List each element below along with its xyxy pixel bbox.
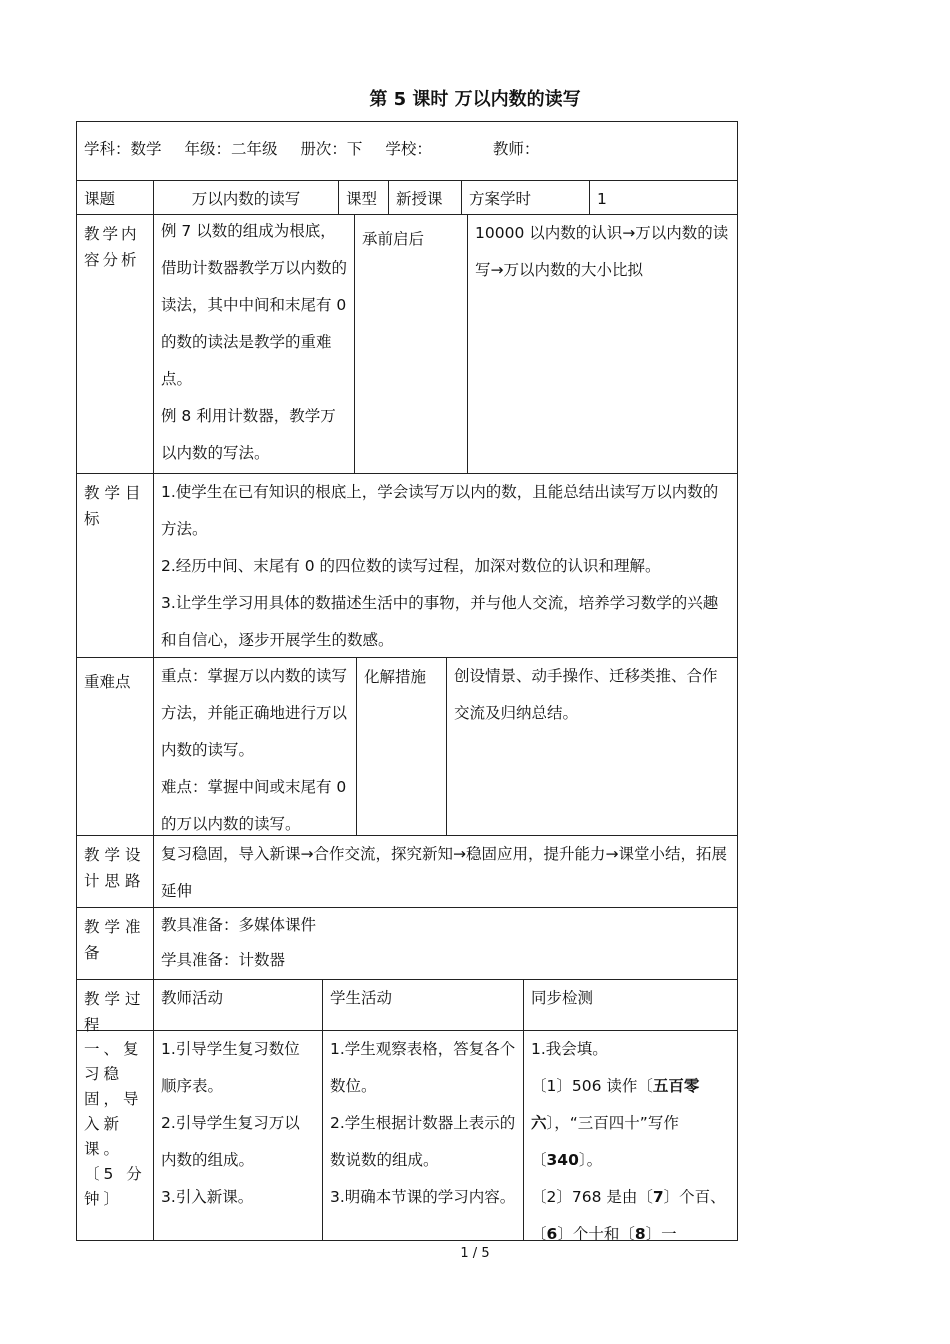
goals-label — [77, 474, 153, 657]
hours-value: 1 — [589, 181, 737, 214]
col-teacher: 教师活动 — [153, 980, 322, 1030]
student-activity-1: 1.学生观察表格，答复各个数位。 — [330, 1040, 516, 1095]
info-row — [76, 121, 738, 181]
check-2e: 〕个十和〔 — [557, 1225, 635, 1240]
info-cell — [77, 122, 737, 180]
teacher-activity-3: 3.引入新课。 — [161, 1188, 254, 1206]
school-field: 学校： — [385, 140, 432, 158]
analysis-content — [153, 215, 354, 473]
volume-field: 册次：下 — [300, 140, 363, 158]
measure-label: 化解措施 — [356, 658, 446, 835]
check-1c: 〕，“三百四十”写作〔 — [531, 1114, 679, 1169]
check-1a: 〔1〕506 读作〔 — [531, 1077, 653, 1095]
goal-1: 1.使学生在已有知识的根底上，学会读写万以内的数，且能总结出读写万以内数的方法。 — [161, 483, 719, 538]
check-2d: 6 — [546, 1225, 558, 1240]
key-content — [153, 658, 356, 835]
check-2g: 〕一 — [645, 1225, 677, 1240]
goals-label-text: 教学目标 — [84, 484, 146, 528]
prep-label — [77, 908, 153, 979]
teacher-activity-1: 1.引导学生复习数位顺序表。 — [161, 1040, 300, 1095]
step1-student — [322, 1031, 523, 1240]
check-1e: 〕。 — [578, 1151, 603, 1169]
prep-row — [76, 908, 738, 980]
prep-label-text: 教学准备 — [84, 918, 146, 962]
key-row — [76, 658, 738, 836]
teacher-field: 教师： — [492, 140, 540, 158]
check-1b: 五百零六 — [531, 1077, 700, 1132]
check-2b: 7 — [652, 1188, 664, 1206]
link-value: 10000 以内数的认识→万以内数的读写→万以内数的大小比拟 — [467, 215, 737, 473]
lesson-plan-table — [76, 121, 738, 1241]
key-point: 重点：掌握万以内数的读写方法，并能正确地进行万以内数的读写。 — [161, 667, 348, 759]
topic-label: 课题 — [84, 190, 116, 208]
design-label — [77, 836, 153, 907]
type-label: 课型 — [338, 181, 388, 214]
check-2f: 8 — [634, 1225, 646, 1240]
analysis-text-2: 例 8 利用计数器，教学万以内数的写法。 — [161, 407, 336, 462]
goals-row — [76, 474, 738, 658]
measure-value: 创设情景、动手操作、迁移类推、合作交流及归纳总结。 — [446, 658, 737, 835]
check-2a: 〔2〕768 是由〔 — [531, 1188, 653, 1206]
student-prep: 学具准备：计数器 — [161, 951, 286, 969]
teacher-activity-2: 2.引导学生复习万以内数的组成。 — [161, 1114, 300, 1169]
difficulty-point: 难点：掌握中间或末尾有 0 的万以内数的读写。 — [161, 778, 347, 833]
page-number: 1 / 5 — [460, 1246, 490, 1261]
step1-teacher — [153, 1031, 322, 1240]
check-item-2 — [531, 1179, 730, 1240]
grade-field: 年级：二年级 — [184, 140, 278, 158]
design-row — [76, 836, 738, 908]
step1-label-text: 一、复习稳固，导入新课。〔5 分钟〕 — [84, 1040, 146, 1208]
check-2c: 〕个百、〔 — [531, 1188, 726, 1240]
check-title: 1.我会填。 — [531, 1040, 608, 1058]
process-label — [77, 980, 153, 1034]
goal-3: 3.让学生学习用具体的数描述生活中的事物，并与他人交流，培养学习数学的兴趣和自信心，逐步开展学生的数感。 — [161, 594, 719, 649]
step1-row — [76, 1031, 738, 1241]
student-activity-3: 3.明确本节课的学习内容。 — [330, 1188, 516, 1206]
analysis-label — [77, 215, 153, 473]
type-value: 新授课 — [388, 181, 461, 214]
step1-check — [523, 1031, 737, 1240]
check-item-1 — [531, 1068, 730, 1179]
design-label-text: 教学设计思路 — [84, 846, 146, 890]
analysis-label-text: 教学内容分析 — [84, 225, 140, 269]
goals-content — [153, 474, 737, 657]
hours-label: 方案学时 — [461, 181, 589, 214]
topic-value: 万以内数的读写 — [153, 181, 338, 214]
teacher-prep: 教具准备：多媒体课件 — [161, 916, 317, 934]
link-label: 承前启后 — [354, 215, 467, 473]
goal-2: 2.经历中间、末尾有 0 的四位数的读写过程，加深对数位的认识和理解。 — [161, 557, 661, 575]
col-student: 学生活动 — [322, 980, 523, 1030]
key-label: 重难点 — [84, 673, 131, 691]
check-1d: 340 — [546, 1151, 579, 1169]
process-label-text: 教学过程 — [84, 990, 146, 1034]
student-activity-2: 2.学生根据计数器上表示的数说数的组成。 — [330, 1114, 516, 1169]
col-check: 同步检测 — [523, 980, 737, 1030]
page-title: 第 5 课时 万以内数的读写 — [369, 89, 581, 110]
design-value: 复习稳固，导入新课→合作交流，探究新知→稳固应用，提升能力→课堂小结，拓展延伸 — [153, 836, 737, 907]
analysis-row — [76, 215, 738, 474]
topic-row — [76, 181, 738, 215]
analysis-text-1: 例 7 以数的组成为根底，借助计数器教学万以内数的读法，其中中间和末尾有 0 的数的读法是教学的重难点。 — [161, 222, 348, 388]
step1-label — [77, 1031, 153, 1240]
process-head-row — [76, 980, 738, 1034]
subject-field: 学科：数学 — [84, 140, 162, 158]
prep-content — [153, 908, 737, 979]
